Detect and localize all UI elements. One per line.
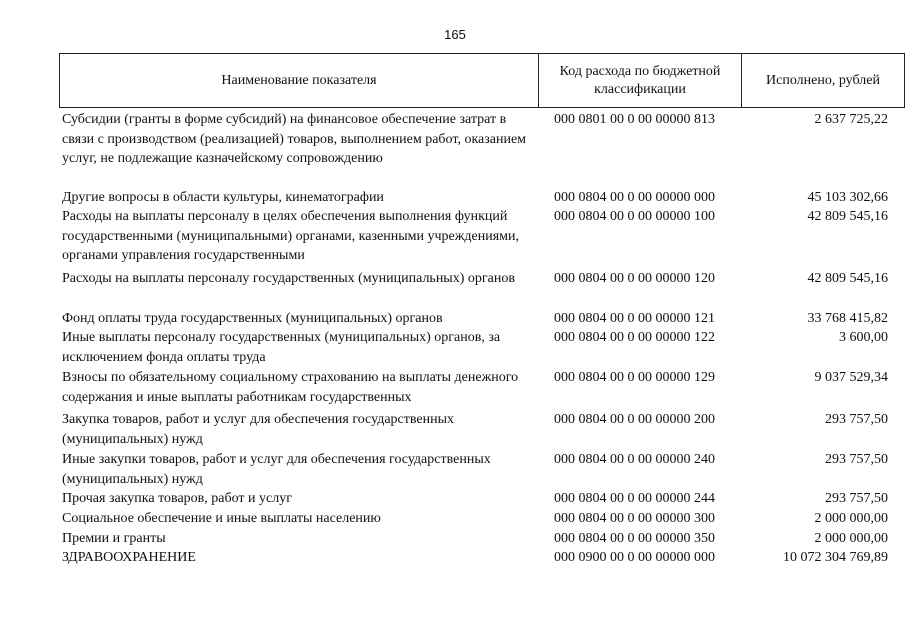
row-code: 000 0804 00 0 00 00000 100 bbox=[554, 209, 715, 224]
row-name: Расходы на выплаты персоналу в целях обеспечения выполнения функций государственными (муниципальными) органами, казенными учреждениями, органами управления государственными bbox=[62, 209, 519, 263]
row-name: Расходы на выплаты персоналу государственных (муниципальных) органов bbox=[62, 271, 515, 286]
row-amount: 2 000 000,00 bbox=[814, 531, 888, 546]
row-amount: 2 000 000,00 bbox=[814, 511, 888, 526]
row-name: ЗДРАВООХРАНЕНИЕ bbox=[62, 550, 196, 565]
table-header bbox=[59, 53, 905, 108]
row-code: 000 0804 00 0 00 00000 000 bbox=[554, 190, 715, 205]
row-name: Закупка товаров, работ и услуг для обеспечения государственных (муниципальных) нужд bbox=[62, 412, 455, 447]
table-row bbox=[62, 410, 888, 449]
header-code-column: Код расхода по бюджетной классификации bbox=[539, 54, 742, 107]
table-row bbox=[62, 207, 888, 266]
row-amount: 10 072 304 769,89 bbox=[783, 550, 888, 565]
row-code: 000 0801 00 0 00 00000 813 bbox=[554, 112, 715, 127]
row-code: 000 0804 00 0 00 00000 300 bbox=[554, 511, 715, 526]
row-amount: 9 037 529,34 bbox=[814, 370, 888, 385]
row-code: 000 0804 00 0 00 00000 120 bbox=[554, 271, 715, 286]
row-name: Фонд оплаты труда государственных (муниципальных) органов bbox=[62, 311, 443, 326]
row-code: 000 0900 00 0 00 00000 000 bbox=[554, 550, 715, 565]
table-row bbox=[62, 269, 888, 289]
row-name: Премии и гранты bbox=[62, 531, 166, 546]
table-row bbox=[62, 110, 888, 169]
row-amount: 42 809 545,16 bbox=[807, 209, 888, 224]
header-amount-column: Исполнено, рублей bbox=[766, 72, 880, 88]
table-row bbox=[62, 368, 888, 407]
row-amount: 293 757,50 bbox=[825, 452, 888, 467]
table-row bbox=[62, 309, 888, 329]
table-row bbox=[62, 548, 888, 568]
header-name-column: Наименование показателя bbox=[60, 54, 539, 107]
row-code: 000 0804 00 0 00 00000 350 bbox=[554, 531, 715, 546]
table-row bbox=[62, 529, 888, 549]
row-amount: 2 637 725,22 bbox=[814, 112, 888, 127]
row-name: Субсидии (гранты в форме субсидий) на финансовое обеспечение затрат в связи с производством (реализацией) товаров, выполнением работ, оказанием услуг, не подлежащие казначейскому сопровождению bbox=[62, 112, 527, 166]
table-row bbox=[62, 509, 888, 529]
page-number: 165 bbox=[444, 27, 466, 42]
row-amount: 293 757,50 bbox=[825, 412, 888, 427]
table-row bbox=[62, 489, 888, 509]
row-code: 000 0804 00 0 00 00000 200 bbox=[554, 412, 715, 427]
row-code: 000 0804 00 0 00 00000 129 bbox=[554, 370, 715, 385]
row-code: 000 0804 00 0 00 00000 121 bbox=[554, 311, 715, 326]
row-name: Иные закупки товаров, работ и услуг для обеспечения государственных (муниципальных) нужд bbox=[62, 452, 491, 487]
row-code: 000 0804 00 0 00 00000 240 bbox=[554, 452, 715, 467]
row-name: Другие вопросы в области культуры, кинематографии bbox=[62, 190, 384, 205]
row-amount: 42 809 545,16 bbox=[807, 271, 888, 286]
row-code: 000 0804 00 0 00 00000 122 bbox=[554, 330, 715, 345]
table-row bbox=[62, 328, 888, 367]
row-name: Взносы по обязательному социальному страхованию на выплаты денежного содержания и иные выплаты работникам государственных bbox=[62, 370, 519, 405]
row-name: Иные выплаты персоналу государственных (муниципальных) органов, за исключением фонда оплаты труда bbox=[62, 330, 501, 365]
row-amount: 3 600,00 bbox=[839, 330, 888, 345]
row-name: Социальное обеспечение и иные выплаты населению bbox=[62, 511, 381, 526]
row-amount: 33 768 415,82 bbox=[807, 311, 888, 326]
row-amount: 293 757,50 bbox=[825, 491, 888, 506]
row-amount: 45 103 302,66 bbox=[807, 190, 888, 205]
table-row bbox=[62, 450, 888, 489]
table-row bbox=[62, 188, 888, 208]
row-name: Прочая закупка товаров, работ и услуг bbox=[62, 491, 292, 506]
row-code: 000 0804 00 0 00 00000 244 bbox=[554, 491, 715, 506]
